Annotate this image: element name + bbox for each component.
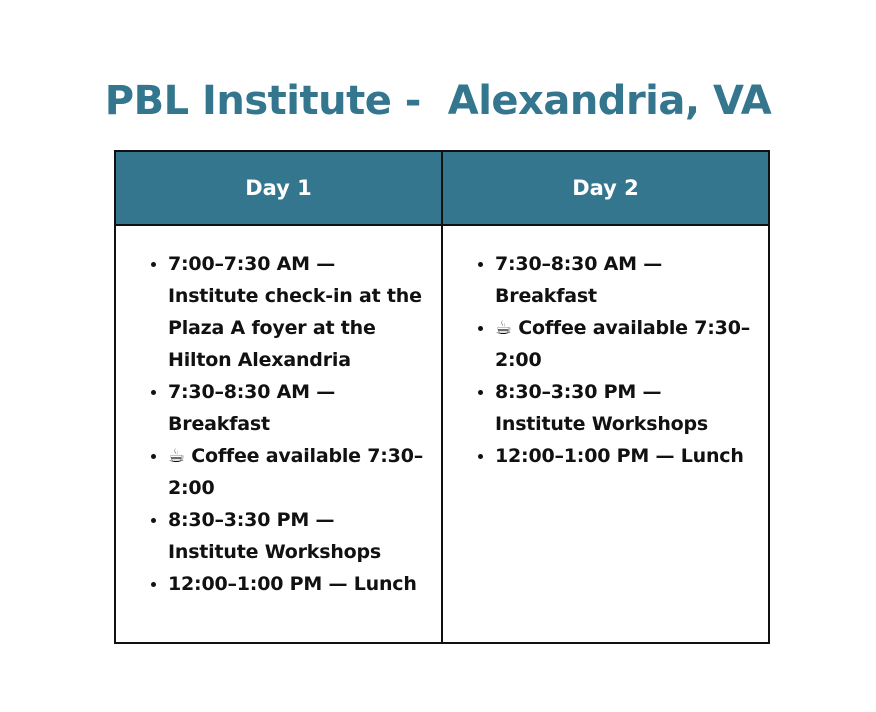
schedule-table (114, 150, 770, 644)
agenda-item: • 8:30–3:30 PM — Institute Workshops (495, 376, 756, 440)
agenda-item: • 8:30–3:30 PM — Institute Workshops (168, 504, 429, 568)
agenda-item: • ☕ Coffee available 7:30–2:00 (168, 440, 429, 504)
agenda-item: • 7:30–8:30 AM — Breakfast (495, 248, 756, 312)
agenda-item: • 7:00–7:30 AM — Institute check-in at the Plaza A foyer at the Hilton Alexandria (168, 248, 429, 376)
agenda-item: • ☕ Coffee available 7:30–2:00 (495, 312, 756, 376)
day-2-header: Day 2 (442, 151, 769, 225)
agenda-item: • 7:30–8:30 AM — Breakfast (168, 376, 429, 440)
day-1-agenda-list (116, 248, 441, 600)
agenda-item: • 12:00–1:00 PM — Lunch (168, 568, 429, 600)
agenda-item: • 12:00–1:00 PM — Lunch (495, 440, 756, 472)
day-1-header: Day 1 (115, 151, 442, 225)
day-1-cell (115, 225, 442, 643)
page-title: PBL Institute - Alexandria, VA (104, 78, 772, 124)
schedule-header-row (115, 151, 769, 225)
day-2-cell (442, 225, 769, 643)
day-2-agenda-list (443, 248, 768, 472)
schedule-body-row (115, 225, 769, 643)
